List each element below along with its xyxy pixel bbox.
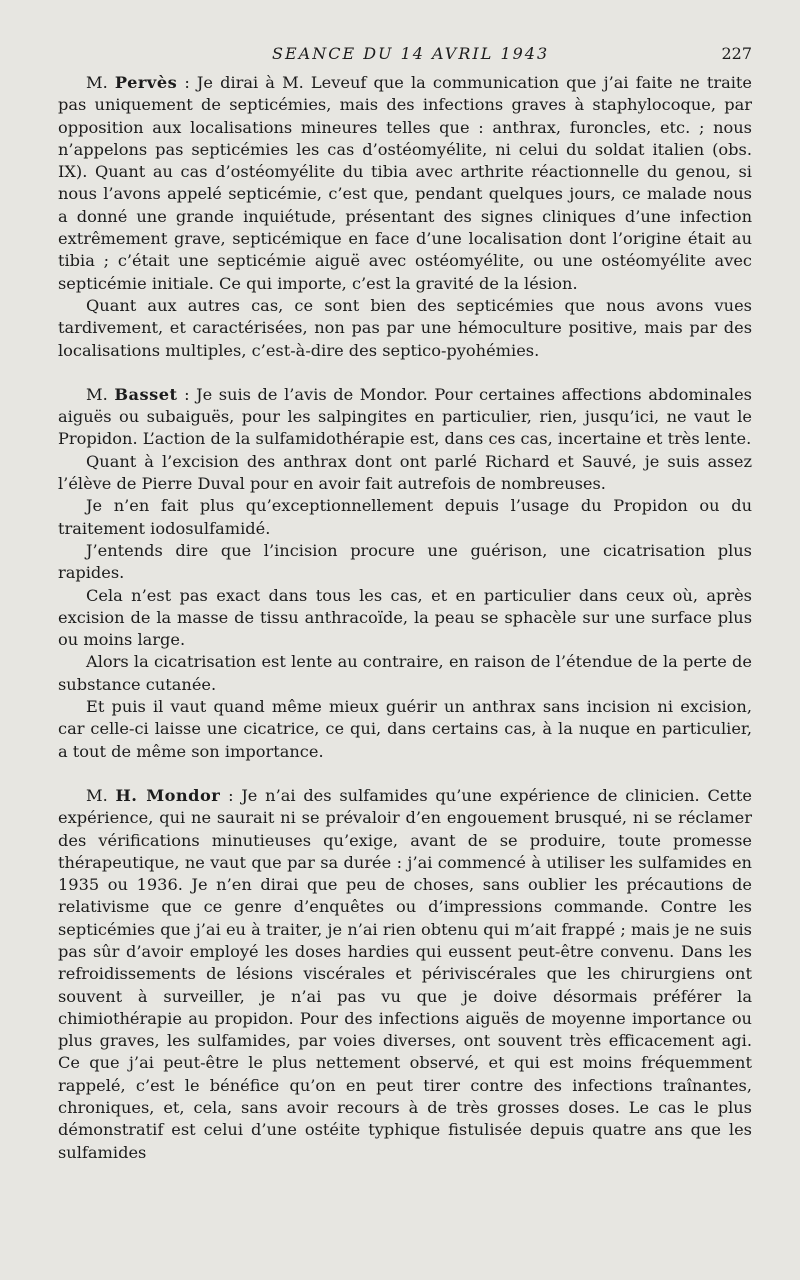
running-title: SEANCE DU 14 AVRIL 1943: [272, 44, 550, 63]
paragraph: Quant aux autres cas, ce sont bien des septicémies que nous avons vues tardivement, et caractérisées, non pas par une hémoculture positive, mais par des localisations multiples, c’est-à-dire des septico-pyohémies.: [58, 295, 752, 360]
paragraph: Cela n’est pas exact dans tous les cas, et en particulier dans ceux où, après excision de la masse de tissu anthracoïde, la peau se sphacèle sur une surface plus ou moins large.: [58, 585, 752, 650]
paragraph: Quant à l’excision des anthrax dont ont parlé Richard et Sauvé, je suis assez l’élève de Pierre Duval pour en avoir fait autrefois de nombreuses.: [58, 451, 752, 494]
speaker-name: Basset: [114, 384, 178, 404]
paragraph-text: : Je suis de l’avis de Mondor. Pour certaines affections abdominales aiguës ou subaiguës, pour les salpingites en particulier, rien, jusqu’ici, ne vaut le Propidon. L’action de la sulfamidothérapie est, dans ces cas, incertaine et très lente.: [58, 384, 752, 449]
speaker-name: H. Mondor: [115, 785, 221, 805]
page-number: 227: [721, 44, 752, 63]
running-header: [0, 44, 800, 70]
paragraph: J’entends dire que l’incision procure une guérison, une cicatrisation plus rapides.: [58, 540, 752, 583]
paragraph: [58, 384, 752, 451]
paragraph-text: : Je dirai à M. Leveuf que la communication que j’ai faite ne traite pas uniquement de septicémies, mais des infections graves à staphylocoque, par opposition aux localisations mineures telles que : anthrax, furoncles, etc. ; nous n’appelons pas septicémies les cas d’ostéomyélite, ni celui du soldat italien (obs. IX). Quant au cas d’ostéomyélite du tibia avec arthrite réactionnelle du genou, si nous l’avons appelé septicémie, c’est que, pendant quelques jours, ce malade nous a donné une grande inquiétude, présentant des signes cliniques d’une infection extrêmement grave, septicémique en face d’une localisation dont l’origine était au tibia ; c’était une septicémie aiguë avec ostéomyélite, ou une ostéomyélite avec septicémie initiale. Ce qui importe, c’est la gravité de la lésion.: [58, 73, 752, 293]
paragraph: Je n’en fait plus qu’exceptionnellement depuis l’usage du Propidon ou du traitement iodosulfamidé.: [58, 496, 752, 538]
paragraph: [58, 785, 752, 1164]
speaker-prefix: M.: [86, 785, 116, 805]
speaker-prefix: M.: [86, 384, 115, 404]
paragraph-text: : Je n’ai des sulfamides qu’une expérience de clinicien. Cette expérience, qui ne saurait ni se prévaloir d’en engouement brusqué, ni se réclamer des vérifications minutieuses qu’exige, avant de se produire, toute promesse thérapeutique, ne vaut que par sa durée : j’ai commencé à utiliser les sulfamides en 1935 ou 1936. Je n’en dirai que peu de choses, sans oublier les précautions de relativisme que ce genre d’enquêtes ou d’impressions commande. Contre les septicémies que j’ai eu à traiter, je n’ai rien obtenu qui m’ait frappé ; mais je ne suis pas sûr d’avoir employé les doses hardies qui eussent peut-être convenu. Dans les refroidissements de lésions viscérales et périviscérales que les chirurgiens ont souvent à surveiller, je n’ai pas vu que je doive désormais préférer la chimiothérapie au propidon. Pour des infections aiguës de moyenne importance ou plus graves, les sulfamides, par voies diverses, ont souvent très efficacement agi. Ce que j’ai peut-être le plus nettement observé, et qui est moins fréquemment rappelé, c’est le bénéfice qu’on en peut tirer contre des infections traînantes, chroniques, et, cela, sans avoir recours à de très grosses doses. Le cas le plus démonstratif est celui d’une ostéite typhique fistulisée depuis quatre ans que les sulfamides: [58, 785, 753, 1162]
paragraph: Alors la cicatrisation est lente au contraire, en raison de l’étendue de la perte de substance cutanée.: [58, 652, 752, 694]
paragraph: [58, 72, 752, 295]
paragraph: Et puis il vaut quand même mieux guérir un anthrax sans incision ni excision, car celle-ci laisse une cicatrice, ce qui, dans certains cas, à la nuque en particulier, a tout de même son importance.: [58, 697, 752, 761]
speaker-name: Pervès: [114, 73, 178, 92]
page-body: [58, 72, 752, 1164]
speaker-prefix: M.: [86, 73, 115, 92]
